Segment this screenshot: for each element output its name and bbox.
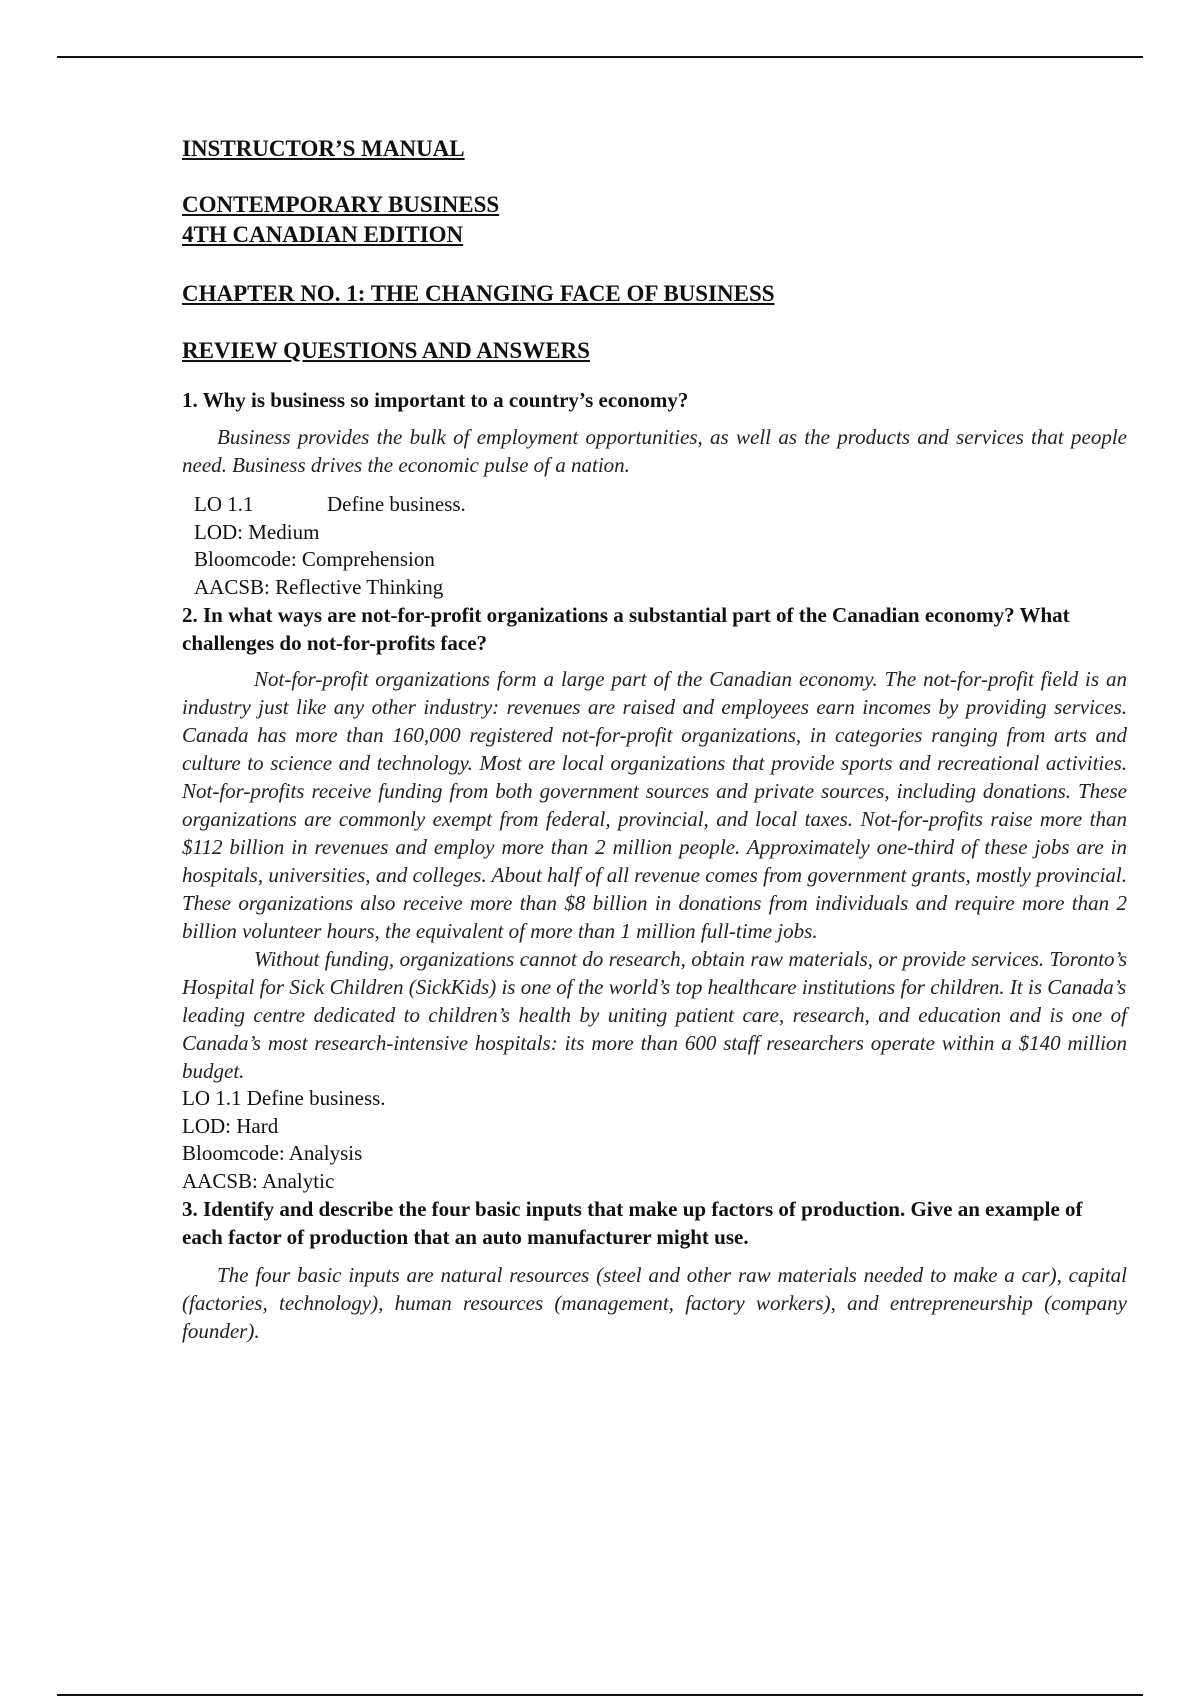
answer-paragraph: leading centre dedicated to children’s health by uniting patient care, research, and education and is one of Canada’s most research-intensive hospitals: its more than 600 staff researchers operate within a $140 million budget.: [182, 1003, 1127, 1083]
aacsb: AACSB: Analytic: [182, 1168, 335, 1193]
question-text: 2. In what ways are not-for-profit organizations a substantial part of the Canadian economy? What challenges do not-for-profits face?: [182, 603, 1070, 655]
question-block-3: [182, 1195, 1127, 1345]
learning-objective: LO 1.1 Define business.: [182, 1086, 386, 1110]
document-body: [182, 134, 1127, 1345]
chapter-title: CHAPTER NO. 1: THE CHANGING FACE OF BUSINESS: [182, 281, 775, 306]
answer-paragraph: Not-for-profit organizations form a large part of the Canadian economy. The not-for-profit field is an industry just like any other industry: revenues are raised and employees earn incomes by providing services. Canada has more than 160,000 registered not-for-profit organizations, in categories ranging from arts and culture to science and technology. Most are local organizations that provide sports and recreational activities. Not-for-profits receive funding from both government sources and private sources, including donations. These organizations are commonly exempt from federal, provincial, and local taxes. Not-for-profits raise more than $112 billion in revenues and employ more than 2 million people. Approximately one-third of these jobs are in hospitals, universities, and colleges. About half of all revenue comes from government grants, mostly provincial. These organizations also receive more than $8 billion in donations from individuals and require more than 2 billion volunteer hours, the equivalent of more than 1 million full-time jobs.: [182, 667, 1127, 943]
aacsb: AACSB: Reflective Thinking: [194, 574, 444, 599]
bottom-rule: [57, 1694, 1143, 1696]
learning-objective: [182, 491, 1127, 519]
question-text: 1. Why is business so important to a country’s economy?: [182, 388, 689, 412]
question-block-1: [182, 386, 1127, 601]
book-title-line2: 4TH CANADIAN EDITION: [182, 222, 464, 247]
answer-paragraph: Business provides the bulk of employment opportunities, as well as the products and services that people need. Business drives the economic pulse of a nation.: [182, 425, 1127, 477]
bloomcode: Bloomcode: Analysis: [182, 1141, 363, 1165]
book-title: [182, 190, 1127, 250]
question-block-2: [182, 601, 1127, 1195]
lo-code: LO 1.1: [194, 492, 254, 516]
level-of-difficulty: LOD: Hard: [182, 1113, 279, 1138]
top-rule: [57, 56, 1143, 58]
question-text: 3. Identify and describe the four basic inputs that make up factors of production. Give an example of each factor of production that an auto manufacturer might use.: [182, 1197, 1083, 1249]
bloomcode: Bloomcode: Comprehension: [194, 547, 435, 571]
manual-title: INSTRUCTOR’S MANUAL: [182, 136, 465, 161]
level-of-difficulty: LOD: Medium: [194, 519, 320, 544]
lo-text: Define business.: [327, 492, 466, 516]
book-title-line1: CONTEMPORARY BUSINESS: [182, 192, 500, 217]
answer-paragraph: Without funding, organizations cannot do research, obtain raw materials, or provide services. Toronto’s Hospital for Sick Children (SickKids) is one of the world’s top healthcare institutions for children. It is Canada’s: [182, 947, 1127, 999]
answer-paragraph: The four basic inputs are natural resources (steel and other raw materials needed to make a car), capital (factories, technology), human resources (management, factory workers), and entrepreneurship (company founder).: [182, 1263, 1127, 1343]
section-title: REVIEW QUESTIONS AND ANSWERS: [182, 338, 590, 363]
